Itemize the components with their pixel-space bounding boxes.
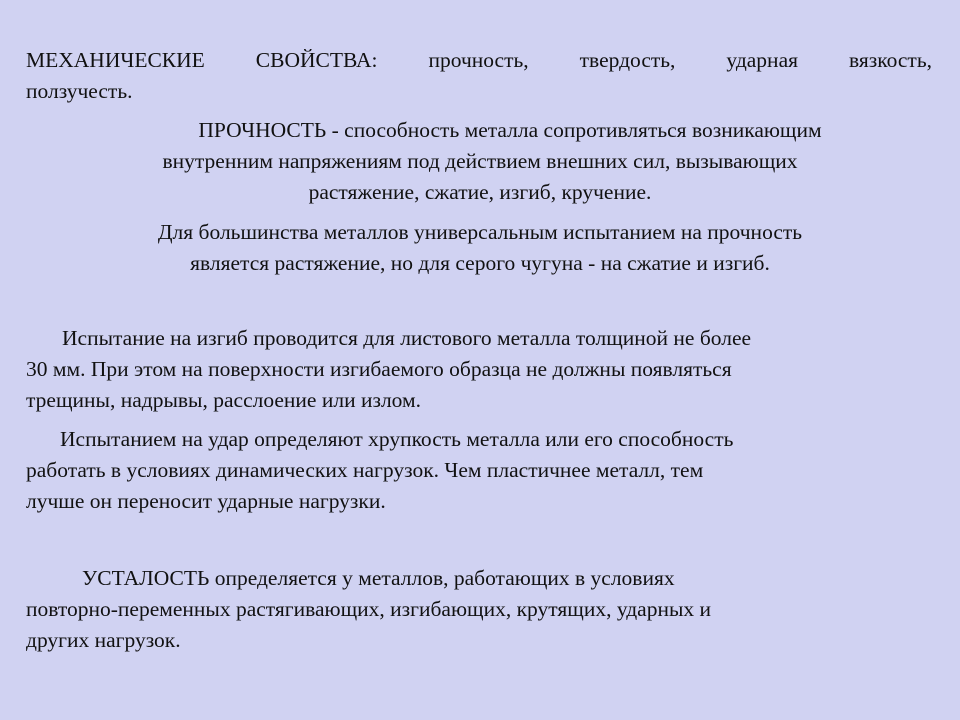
text-line: УСТАЛОСТЬ определяется у металлов, работающих в условиях [82, 566, 675, 590]
text-line: Испытанием на удар определяют хрупкость металла или его способность [60, 427, 734, 451]
text-line: ползучесть. [26, 79, 133, 103]
fatigue-paragraph [26, 563, 932, 656]
text-line: внутренним напряжениям под действием внешних сил, вызывающих [162, 149, 798, 173]
text-line: МЕХАНИЧЕСКИЕ СВОЙСТВА: прочность, твердость, ударная вязкость, [26, 48, 932, 72]
text-line: лучше он переносит ударные нагрузки. [26, 489, 386, 513]
text-line: других нагрузок. [26, 628, 181, 652]
strength-definition-paragraph [60, 115, 900, 208]
text-line: Испытание на изгиб проводится для листового металла толщиной не более [62, 326, 752, 350]
text-line: растяжение, сжатие, изгиб, кручение. [308, 180, 652, 204]
text-line: ПРОЧНОСТЬ - способность металла сопротивляться возникающим [198, 118, 822, 142]
strength-test-paragraph [40, 217, 920, 279]
text-line: Для большинства металлов универсальным испытанием на прочность [157, 220, 803, 244]
text-line: является растяжение, но для серого чугуна - на сжатие и изгиб. [190, 251, 770, 275]
bend-test-paragraph [26, 323, 932, 416]
text-line: повторно-переменных растягивающих, изгибающих, крутящих, ударных и [26, 597, 712, 621]
text-line: 30 мм. При этом на поверхности изгибаемого образца не должны появляться [26, 357, 732, 381]
text-line: работать в условиях динамических нагрузок. Чем пластичнее металл, тем [26, 458, 704, 482]
impact-test-paragraph [26, 424, 932, 517]
text-line: трещины, надрывы, расслоение или излом. [26, 388, 421, 412]
mechanical-properties-paragraph [26, 45, 932, 107]
